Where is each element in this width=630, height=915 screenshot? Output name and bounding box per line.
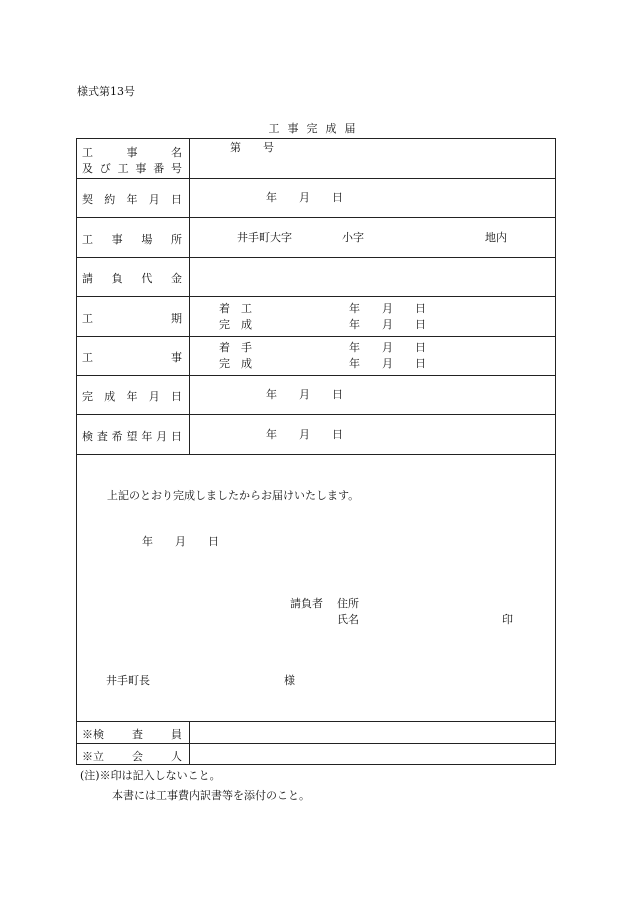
construction-end-date-field[interactable]: 年 月 日 [349,357,426,370]
inspection-date-field[interactable]: 年 月 日 [266,428,343,441]
honorific-text: 様 [284,674,295,687]
row-divider [76,257,556,258]
row-divider [76,178,556,179]
location-koaza[interactable]: 小字 [342,231,364,244]
row-divider [76,721,556,722]
witness-field[interactable] [195,748,550,762]
seal-mark: 印 [502,613,513,626]
contract-date-label: 契 約 年 月 日 [82,193,182,206]
note-2: 本書には工事費内訳書等を添付のこと。 [112,789,310,802]
contract-date-field[interactable]: 年 月 日 [266,191,343,204]
construction-end-label: 完 成 [219,357,252,370]
addressee-text: 井手町長 [106,674,150,687]
address-label: 住所 [337,597,359,610]
inspector-field[interactable] [195,726,550,740]
project-name-label-line2: 及 び 工 事 番 号 [82,162,182,175]
form-number: 様式第13号 [77,85,135,98]
row-divider [76,217,556,218]
name-label: 氏名 [337,613,359,626]
inspection-date-label: 検 査 希 望 年 月 日 [82,430,182,443]
period-end-label: 完 成 [219,318,252,331]
location-town[interactable]: 井手町大字 [237,231,292,244]
completion-date-label: 完 成 年 月 日 [82,390,182,403]
period-start-date-field[interactable]: 年 月 日 [349,302,426,315]
note-1: (注)※印は記入しないこと。 [80,769,221,782]
row-divider [76,454,556,455]
statement-text: 上記のとおり完成しましたからお届けいたします。 [107,489,360,502]
inspector-label: ※検 査 員 [82,728,182,741]
construction-label: 工 事 [82,351,182,364]
period-label: 工 期 [82,312,182,325]
document-title [76,122,556,136]
location-chinai: 地内 [485,231,507,244]
submission-date-field[interactable]: 年 月 日 [142,535,219,548]
location-label: 工 事 場 所 [82,233,182,246]
project-name-label-line1: 工 事 名 [82,146,182,159]
column-divider [189,138,190,454]
period-end-date-field[interactable]: 年 月 日 [349,318,426,331]
row-divider [76,375,556,376]
contractor-label: 請負者 [290,597,323,610]
row-divider [76,296,556,297]
contract-amount-field[interactable] [195,270,550,284]
witness-label: ※立 会 人 [82,750,182,763]
document-title-text: 工事完成届 [268,122,364,135]
completion-date-field[interactable]: 年 月 日 [266,388,343,401]
construction-start-date-field[interactable]: 年 月 日 [349,341,426,354]
row-divider [76,336,556,337]
row-divider [76,414,556,415]
project-number-field[interactable]: 第 号 [230,141,274,154]
period-start-label: 着 工 [219,302,252,315]
row-divider [76,743,556,744]
column-divider [189,721,190,765]
contract-amount-label: 請 負 代 金 [82,272,182,285]
construction-start-label: 着 手 [219,341,252,354]
